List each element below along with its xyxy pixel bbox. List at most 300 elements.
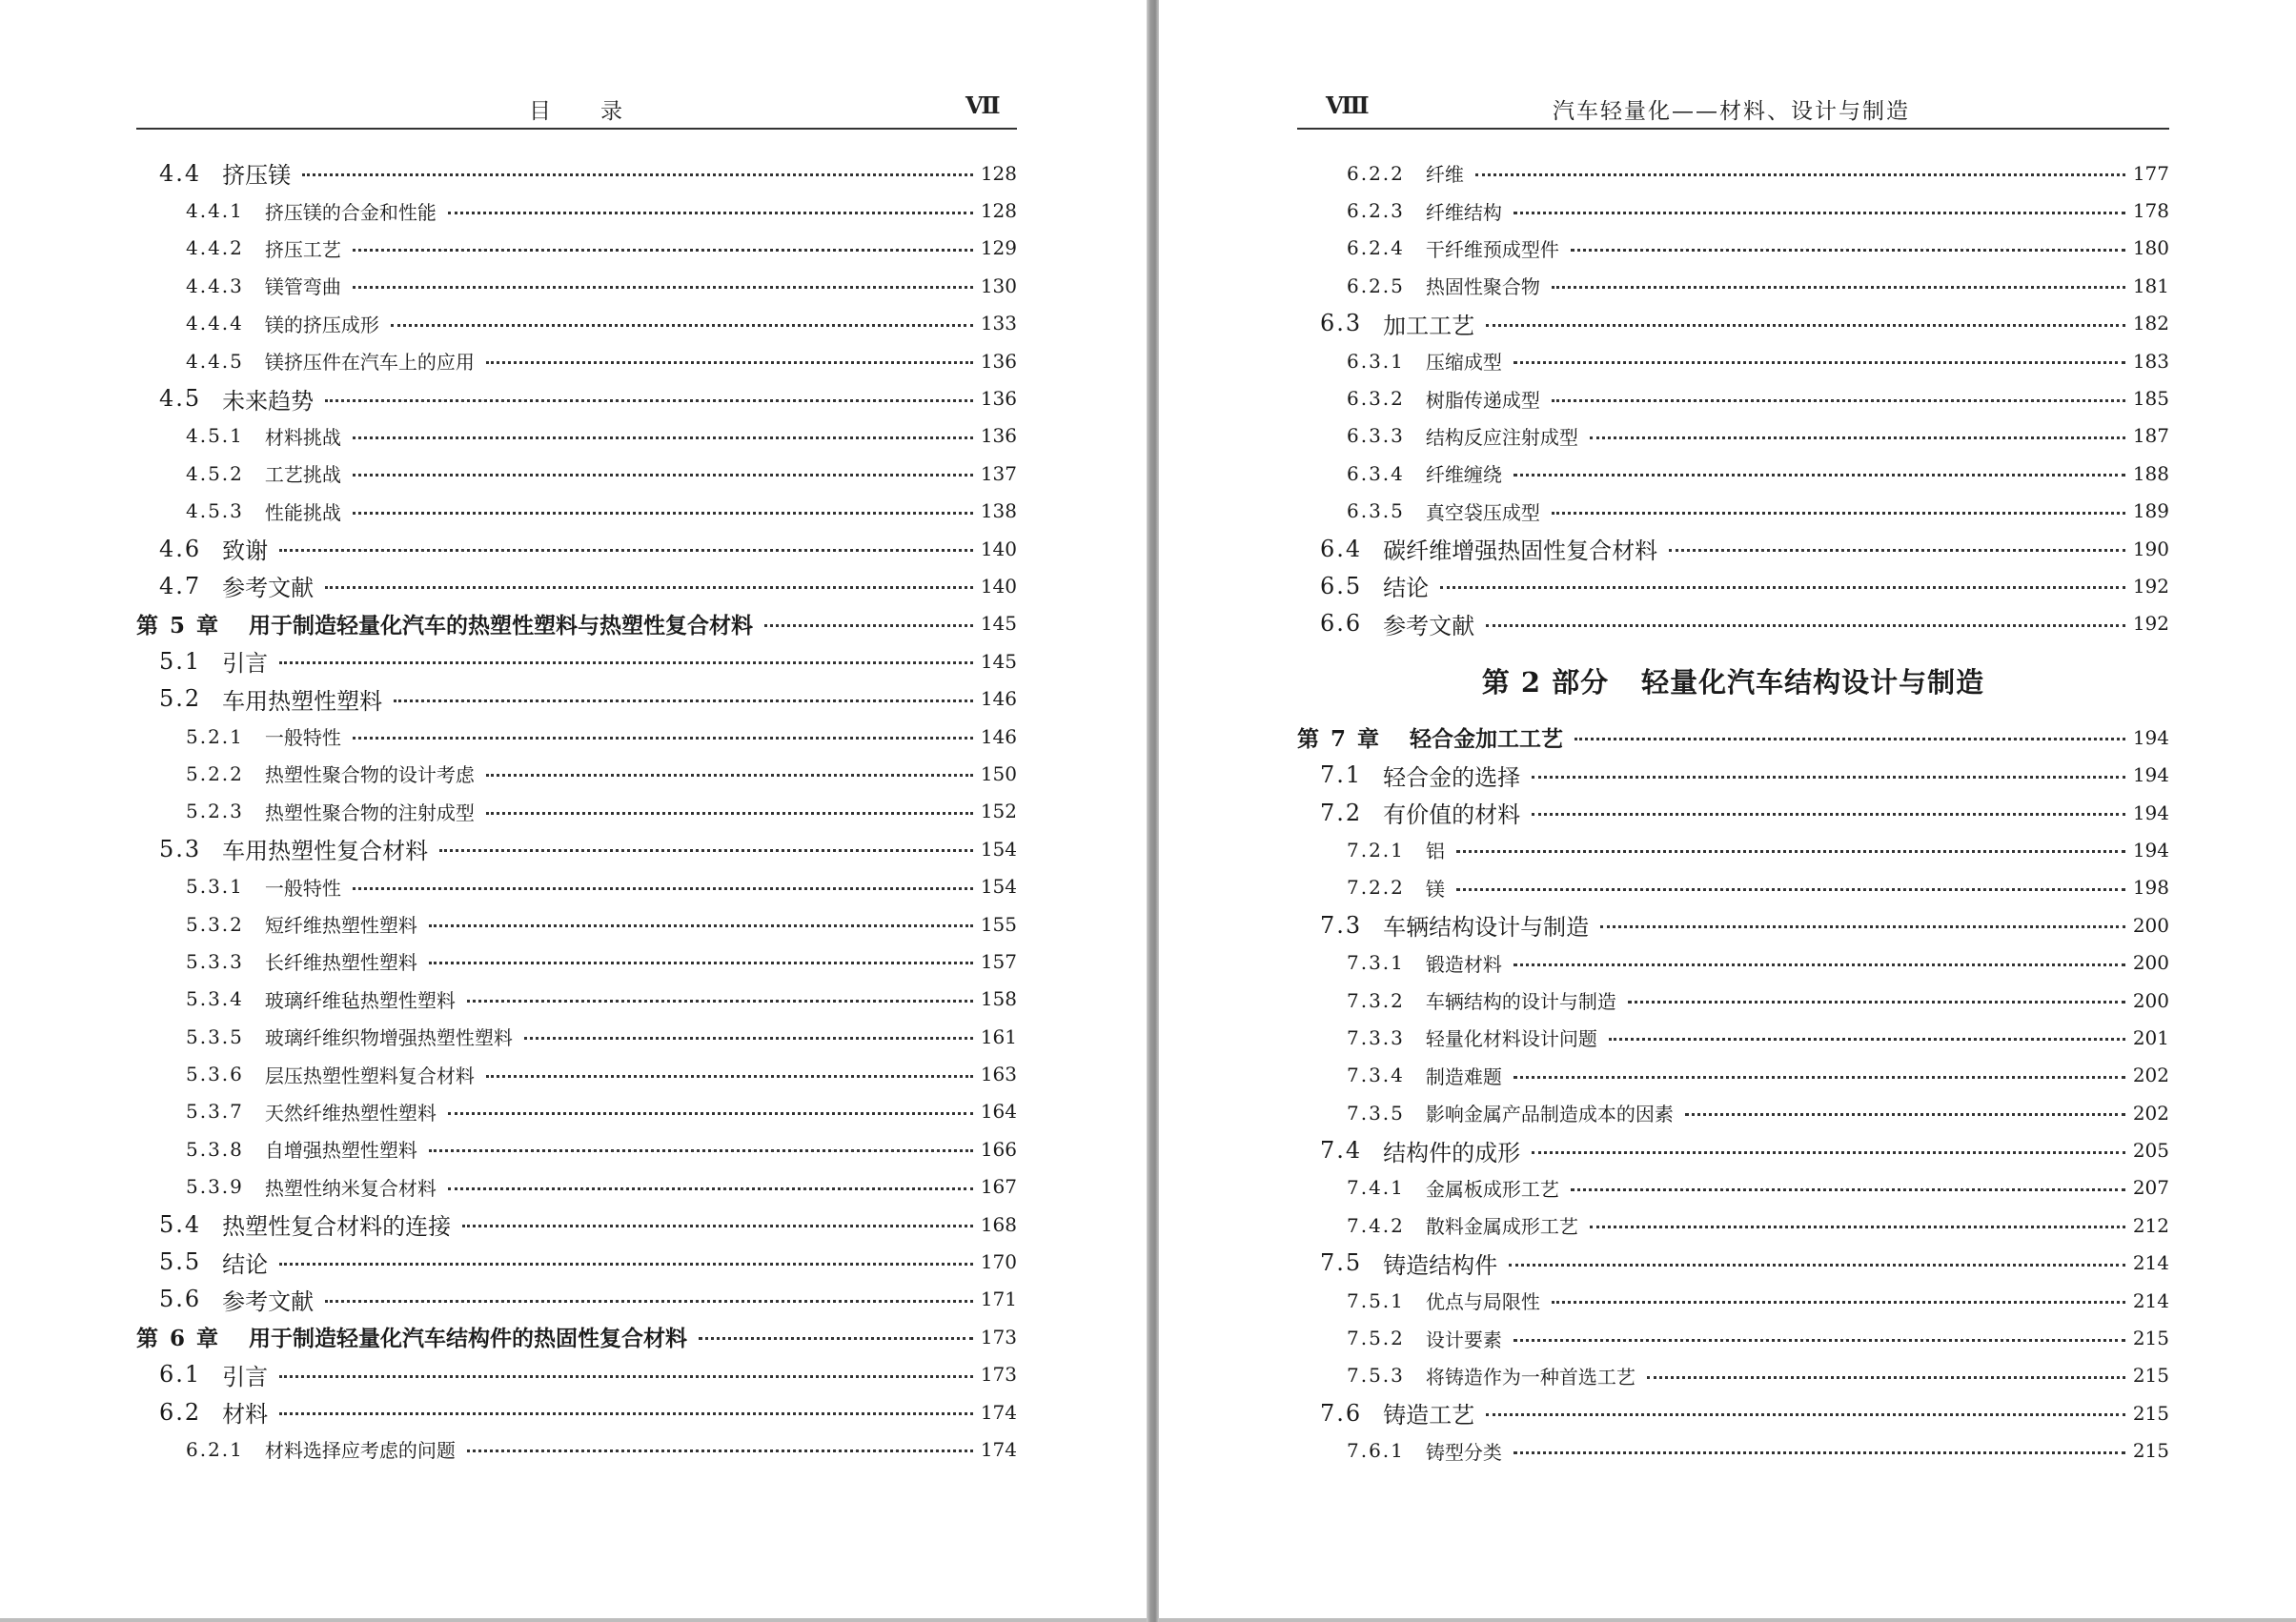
page-spine-divider	[1147, 0, 1159, 1622]
toc-entry-title: 碳纤维增强热固性复合材料	[1383, 537, 1658, 565]
toc-entry-number: 7.2.2	[1347, 876, 1405, 900]
toc-entry-title: 加工工艺	[1383, 312, 1475, 339]
toc-entry-title: 材料挑战	[264, 425, 341, 449]
toc-entry-page-number: 202	[2132, 1064, 2169, 1087]
toc-entry[interactable]	[1297, 756, 2169, 793]
toc-entry-title: 一般特性	[264, 876, 341, 900]
toc-entry[interactable]	[136, 830, 1017, 867]
toc-dot-leader	[1456, 888, 2125, 891]
toc-entry[interactable]	[1297, 1019, 2169, 1056]
left-header-rule	[136, 128, 1017, 130]
toc-entry-page-number: 158	[980, 987, 1017, 1011]
toc-entry-title: 镁	[1425, 877, 1445, 901]
toc-entry-number: 5.3.8	[186, 1137, 244, 1161]
toc-entry[interactable]	[136, 905, 1017, 943]
toc-entry-title: 有价值的材料	[1383, 801, 1521, 829]
toc-dot-leader	[764, 624, 973, 627]
toc-entry-page-number: 200	[2132, 913, 2169, 937]
toc-dot-leader	[1486, 624, 2125, 627]
toc-entry-page-number: 215	[2132, 1439, 2169, 1463]
toc-entry-title: 引言	[222, 1363, 269, 1390]
toc-dot-leader	[1552, 399, 2125, 402]
toc-entry-page-number: 154	[980, 875, 1017, 899]
toc-entry[interactable]	[1297, 192, 2169, 229]
toc-dot-leader	[391, 324, 973, 327]
toc-entry-page-number: 181	[2132, 274, 2169, 297]
toc-entry-title: 将铸造作为一种首选工艺	[1425, 1365, 1636, 1389]
toc-entry-title: 热塑性纳米复合材料	[264, 1176, 437, 1200]
toc-entry-page-number: 167	[980, 1175, 1017, 1199]
toc-entry-number: 7.3.1	[1347, 951, 1405, 975]
toc-entry-number: 5.3.4	[186, 987, 244, 1011]
toc-entry-page-number: 174	[980, 1437, 1017, 1461]
toc-entry[interactable]	[136, 1430, 1017, 1468]
toc-entry-title: 一般特性	[264, 726, 341, 750]
toc-entry-number: 6.5	[1320, 572, 1363, 599]
toc-entry-title: 天然纤维热塑性塑料	[264, 1101, 437, 1125]
toc-dot-leader	[1514, 1076, 2125, 1079]
toc-entry-title: 挤压镁的合金和性能	[264, 200, 437, 224]
toc-entry-page-number: 200	[2132, 988, 2169, 1012]
toc-entry-number: 7.2	[1320, 799, 1363, 826]
toc-dot-leader	[699, 1337, 973, 1340]
toc-entry[interactable]	[1297, 1319, 2169, 1356]
toc-entry-number: 4.5.2	[186, 461, 244, 485]
toc-entry-title: 车辆结构设计与制造	[1383, 914, 1590, 942]
toc-entry[interactable]	[136, 417, 1017, 455]
toc-entry-page-number: 168	[980, 1212, 1017, 1236]
toc-dot-leader	[302, 173, 973, 176]
toc-entry-title: 金属板成形工艺	[1425, 1177, 1559, 1201]
toc-dot-leader	[1590, 436, 2125, 439]
toc-entry[interactable]	[1297, 1245, 2169, 1282]
toc-dot-leader	[1514, 212, 2125, 214]
toc-entry[interactable]	[1297, 869, 2169, 906]
toc-entry[interactable]	[1297, 342, 2169, 379]
toc-entry-number: 7.5	[1320, 1249, 1363, 1277]
toc-entry[interactable]	[1297, 1282, 2169, 1319]
toc-entry-title: 树脂传递成型	[1425, 388, 1540, 412]
toc-entry-page-number: 202	[2132, 1101, 2169, 1125]
toc-dot-leader	[1532, 776, 2125, 779]
toc-entry-page-number: 164	[980, 1100, 1017, 1124]
toc-entry-page-number: 173	[980, 1325, 1017, 1348]
toc-entry[interactable]	[1297, 906, 2169, 943]
toc-entry-page-number: 182	[2132, 312, 2169, 335]
toc-entry-number: 5.3.5	[186, 1024, 244, 1048]
toc-entry[interactable]	[136, 1055, 1017, 1092]
toc-entry-page-number: 128	[980, 199, 1017, 223]
toc-entry[interactable]	[1297, 305, 2169, 342]
toc-dot-leader	[353, 474, 973, 476]
toc-entry[interactable]	[136, 230, 1017, 267]
toc-dot-leader	[467, 1450, 973, 1452]
toc-entry-number: 7.4	[1320, 1137, 1363, 1165]
toc-entry-page-number: 146	[980, 724, 1017, 748]
toc-entry-number: 6.2	[159, 1398, 202, 1426]
toc-dot-leader	[462, 1225, 973, 1227]
toc-dot-leader	[486, 812, 973, 815]
toc-entry-title: 镁的挤压成形	[264, 313, 379, 336]
toc-entry-number: 6.1	[159, 1361, 202, 1389]
toc-entry-title: 层压热塑性塑料复合材料	[264, 1064, 475, 1087]
toc-entry[interactable]	[1297, 230, 2169, 267]
left-page	[0, 0, 1147, 1622]
toc-dot-leader	[1532, 1151, 2125, 1154]
toc-entry[interactable]	[136, 305, 1017, 342]
toc-entry[interactable]	[1297, 1131, 2169, 1168]
toc-entry[interactable]	[1297, 417, 2169, 455]
toc-entry-number: 7.5.1	[1347, 1288, 1405, 1312]
toc-dot-leader	[353, 249, 973, 252]
toc-entry[interactable]	[136, 567, 1017, 604]
toc-dot-leader	[1532, 813, 2125, 816]
toc-entry[interactable]	[136, 1318, 1017, 1355]
toc-entry[interactable]	[1297, 493, 2169, 530]
toc-entry[interactable]	[1297, 831, 2169, 868]
toc-entry-page-number: 201	[2132, 1025, 2169, 1049]
toc-entry-page-number: 189	[2132, 499, 2169, 523]
toc-entry-title: 轻合金的选择	[1383, 763, 1521, 791]
toc-entry[interactable]	[136, 154, 1017, 192]
toc-entry-page-number: 150	[980, 761, 1017, 785]
toc-dot-leader	[353, 737, 973, 740]
toc-entry-title: 热塑性复合材料的连接	[222, 1213, 452, 1241]
right-page-bottom-edge	[1159, 1618, 2296, 1622]
toc-entry[interactable]	[136, 1130, 1017, 1167]
toc-entry[interactable]	[136, 642, 1017, 679]
toc-entry-title: 引言	[222, 650, 269, 678]
toc-entry-page-number: 129	[980, 236, 1017, 260]
toc-dot-leader	[439, 849, 973, 852]
toc-entry-page-number: 192	[2132, 612, 2169, 636]
toc-entry-title: 镁管弯曲	[264, 275, 341, 299]
toc-entry[interactable]	[1297, 1432, 2169, 1470]
toc-entry-title: 参考文献	[222, 1287, 315, 1315]
part-heading	[1297, 642, 2169, 719]
toc-entry[interactable]	[1297, 982, 2169, 1019]
toc-entry[interactable]	[1297, 379, 2169, 416]
toc-dot-leader	[486, 1075, 973, 1078]
toc-entry-number: 5.3.7	[186, 1100, 244, 1124]
toc-entry[interactable]	[1297, 1357, 2169, 1394]
left-header-title: 目 录	[529, 99, 624, 124]
toc-entry-number: 5.5	[159, 1248, 202, 1276]
toc-dot-leader	[429, 962, 973, 964]
toc-entry-page-number: 214	[2132, 1288, 2169, 1312]
toc-dot-leader	[325, 1300, 973, 1303]
toc-entry-title: 镁挤压件在汽车上的应用	[264, 351, 475, 375]
toc-entry-number: 7.3.3	[1347, 1025, 1405, 1049]
toc-entry[interactable]	[136, 1093, 1017, 1130]
toc-entry-page-number: 163	[980, 1063, 1017, 1086]
toc-entry-number: 5.3.6	[186, 1063, 244, 1086]
toc-entry-page-number: 138	[980, 499, 1017, 523]
toc-entry-title: 长纤维热塑性塑料	[264, 951, 417, 975]
toc-entry-number: 6.3.2	[1347, 387, 1405, 411]
toc-entry-page-number: 171	[980, 1287, 1017, 1311]
toc-entry[interactable]	[136, 605, 1017, 642]
toc-entry-number: 4.4.1	[186, 199, 244, 223]
toc-entry-title: 玻璃纤维毡热塑性塑料	[264, 988, 456, 1012]
toc-dot-leader	[1571, 1188, 2125, 1191]
toc-entry-page-number: 188	[2132, 461, 2169, 485]
toc-entry-number: 6.2.3	[1347, 199, 1405, 223]
right-header-rule	[1297, 128, 2169, 130]
toc-dot-leader	[353, 436, 973, 439]
toc-entry[interactable]	[1297, 267, 2169, 304]
toc-entry-number: 4.5	[159, 385, 202, 413]
toc-dot-leader	[394, 699, 973, 702]
toc-entry-number: 6.3.4	[1347, 461, 1405, 485]
part-heading-title: 轻量化汽车结构设计与制造	[1641, 665, 1985, 699]
toc-entry-title: 玻璃纤维织物增强热塑性塑料	[264, 1026, 513, 1050]
toc-dot-leader	[448, 1187, 973, 1190]
toc-entry-title: 参考文献	[222, 575, 315, 602]
toc-entry-page-number: 161	[980, 1024, 1017, 1048]
toc-entry-title: 挤压工艺	[264, 237, 341, 261]
toc-entry[interactable]	[1297, 794, 2169, 831]
toc-entry-title: 未来趋势	[222, 387, 315, 415]
toc-dot-leader	[486, 361, 973, 364]
toc-entry-title: 材料	[222, 1401, 269, 1429]
toc-entry[interactable]	[136, 493, 1017, 530]
toc-dot-leader	[279, 1375, 973, 1378]
right-toc-list-top	[1297, 154, 2169, 642]
toc-entry[interactable]	[136, 1393, 1017, 1430]
toc-entry-title: 性能挑战	[264, 500, 341, 524]
toc-dot-leader	[1514, 1339, 2125, 1342]
toc-entry-page-number: 170	[980, 1250, 1017, 1274]
toc-dot-leader	[429, 924, 973, 927]
toc-entry[interactable]	[1297, 567, 2169, 604]
toc-entry-page-number: 198	[2132, 876, 2169, 900]
toc-entry-title: 挤压镁	[222, 162, 292, 190]
toc-dot-leader	[279, 1263, 973, 1266]
toc-entry-number: 4.5.3	[186, 499, 244, 523]
toc-entry-number: 6.3	[1320, 310, 1363, 337]
toc-entry[interactable]	[136, 867, 1017, 904]
toc-entry-number: 5.2.1	[186, 724, 244, 748]
toc-entry-page-number: 214	[2132, 1251, 2169, 1275]
toc-entry-number: 4.4	[159, 159, 202, 187]
toc-entry[interactable]	[1297, 1094, 2169, 1131]
toc-entry-number: 第 5 章	[136, 612, 221, 639]
toc-entry-title: 短纤维热塑性塑料	[264, 914, 417, 937]
toc-entry-title: 车用热塑性塑料	[222, 687, 383, 715]
toc-entry[interactable]	[136, 1243, 1017, 1280]
toc-entry[interactable]	[1297, 1057, 2169, 1094]
toc-entry[interactable]	[136, 455, 1017, 492]
toc-entry[interactable]	[136, 1018, 1017, 1055]
toc-entry[interactable]	[136, 379, 1017, 416]
toc-entry-page-number: 155	[980, 912, 1017, 936]
toc-entry-page-number: 205	[2132, 1139, 2169, 1163]
toc-entry-page-number: 136	[980, 424, 1017, 448]
toc-entry-title: 轻合金加工工艺	[1410, 726, 1564, 753]
toc-dot-leader	[1669, 549, 2125, 552]
toc-dot-leader	[1509, 1264, 2125, 1267]
toc-entry-number: 7.6	[1320, 1399, 1363, 1427]
toc-entry[interactable]	[136, 1206, 1017, 1243]
toc-dot-leader	[1514, 963, 2125, 966]
toc-entry-page-number: 194	[2132, 801, 2169, 824]
toc-entry-page-number: 207	[2132, 1176, 2169, 1200]
toc-entry-title: 铸型分类	[1425, 1440, 1502, 1464]
toc-entry-page-number: 128	[980, 161, 1017, 185]
toc-entry[interactable]	[1297, 719, 2169, 756]
toc-entry-page-number: 183	[2132, 349, 2169, 373]
toc-dot-leader	[279, 1412, 973, 1415]
toc-entry-number: 5.3.9	[186, 1175, 244, 1199]
toc-entry-page-number: 194	[2132, 838, 2169, 862]
toc-entry-title: 铸造结构件	[1383, 1251, 1498, 1279]
toc-entry-number: 7.3.5	[1347, 1101, 1405, 1125]
toc-entry[interactable]	[1297, 530, 2169, 567]
toc-entry-page-number: 215	[2132, 1364, 2169, 1388]
toc-dot-leader	[486, 774, 973, 777]
toc-entry[interactable]	[136, 192, 1017, 229]
toc-entry[interactable]	[136, 755, 1017, 792]
toc-entry[interactable]	[136, 718, 1017, 755]
toc-entry-number: 5.4	[159, 1210, 202, 1238]
toc-entry-title: 干纤维预成型件	[1425, 237, 1559, 261]
toc-entry[interactable]	[136, 342, 1017, 379]
toc-entry-title: 影响金属产品制造成本的因素	[1425, 1103, 1674, 1126]
toc-entry-number: 7.3	[1320, 911, 1363, 939]
toc-dot-leader	[1456, 850, 2125, 853]
toc-entry[interactable]	[136, 1356, 1017, 1393]
toc-entry-page-number: 145	[980, 649, 1017, 673]
toc-entry-title: 纤维	[1425, 163, 1464, 187]
toc-entry[interactable]	[1297, 1169, 2169, 1206]
toc-entry-title: 自增强热塑性塑料	[264, 1139, 417, 1163]
toc-entry-title: 纤维缠绕	[1425, 463, 1502, 487]
toc-entry[interactable]	[136, 679, 1017, 717]
toc-dot-leader	[1628, 1001, 2125, 1004]
toc-entry[interactable]	[1297, 1206, 2169, 1244]
toc-entry-page-number: 174	[980, 1400, 1017, 1424]
toc-entry[interactable]	[136, 1168, 1017, 1206]
toc-entry-page-number: 194	[2132, 763, 2169, 787]
toc-entry-page-number: 185	[2132, 387, 2169, 411]
toc-entry-title: 设计要素	[1425, 1328, 1502, 1351]
toc-dot-leader	[1486, 324, 2125, 327]
toc-entry-number: 5.3.2	[186, 912, 244, 936]
toc-entry-title: 工艺挑战	[264, 463, 341, 487]
toc-entry-number: 4.5.1	[186, 424, 244, 448]
toc-entry-number: 4.4.2	[186, 236, 244, 260]
toc-dot-leader	[1575, 738, 2125, 740]
toc-entry-title: 用于制造轻量化汽车结构件的热固性复合材料	[249, 1326, 688, 1352]
toc-dot-leader	[1514, 474, 2125, 476]
toc-entry-title: 优点与局限性	[1425, 1290, 1540, 1314]
toc-dot-leader	[279, 549, 973, 552]
toc-dot-leader	[325, 586, 973, 589]
toc-dot-leader	[353, 512, 973, 515]
toc-entry-title: 纤维结构	[1425, 200, 1502, 224]
toc-dot-leader	[1609, 1038, 2125, 1041]
toc-dot-leader	[1552, 512, 2125, 515]
toc-entry[interactable]	[136, 981, 1017, 1018]
toc-entry-number: 7.6.1	[1347, 1439, 1405, 1463]
toc-entry-number: 第 6 章	[136, 1326, 221, 1352]
toc-dot-leader	[1552, 1301, 2125, 1304]
toc-entry[interactable]	[1297, 605, 2169, 642]
toc-entry-page-number: 200	[2132, 951, 2169, 975]
toc-entry-title: 铝	[1425, 840, 1445, 863]
toc-entry-page-number: 154	[980, 837, 1017, 861]
toc-dot-leader	[1552, 286, 2125, 289]
toc-entry-number: 5.3.3	[186, 949, 244, 973]
toc-entry[interactable]	[136, 1281, 1017, 1318]
toc-dot-leader	[448, 212, 973, 214]
toc-dot-leader	[429, 1149, 973, 1152]
toc-dot-leader	[1685, 1113, 2125, 1116]
toc-entry-number: 6.2.1	[186, 1437, 244, 1461]
toc-entry-number: 7.3.4	[1347, 1064, 1405, 1087]
toc-entry-page-number: 137	[980, 461, 1017, 485]
toc-entry[interactable]	[136, 267, 1017, 304]
toc-entry-page-number: 173	[980, 1363, 1017, 1387]
toc-entry[interactable]	[136, 793, 1017, 830]
toc-entry-title: 铸造工艺	[1383, 1402, 1475, 1429]
toc-entry-title: 结论	[1383, 575, 1430, 602]
toc-entry-number: 6.2.5	[1347, 274, 1405, 297]
toc-entry-page-number: 140	[980, 574, 1017, 598]
toc-entry[interactable]	[1297, 154, 2169, 192]
toc-entry-number: 7.3.2	[1347, 988, 1405, 1012]
toc-entry[interactable]	[136, 530, 1017, 567]
toc-entry-title: 材料选择应考虑的问题	[264, 1439, 456, 1463]
toc-entry-number: 5.3.1	[186, 875, 244, 899]
toc-entry-title: 致谢	[222, 537, 269, 565]
toc-dot-leader	[1600, 925, 2125, 928]
toc-entry-number: 5.2	[159, 685, 202, 713]
toc-dot-leader	[353, 887, 973, 890]
toc-entry-title: 制造难题	[1425, 1064, 1502, 1088]
right-toc-list-bottom	[1297, 719, 2169, 1470]
toc-entry-number: 6.2.2	[1347, 161, 1405, 185]
toc-entry[interactable]	[136, 943, 1017, 980]
toc-entry-number: 5.1	[159, 647, 202, 675]
toc-entry-number: 7.1	[1320, 761, 1363, 789]
toc-dot-leader	[1486, 1413, 2125, 1416]
toc-dot-leader	[448, 1112, 973, 1115]
toc-entry-title: 散料金属成形工艺	[1425, 1215, 1578, 1239]
left-toc-list	[136, 154, 1017, 1469]
left-page-bottom-edge	[0, 1618, 1147, 1622]
toc-entry-title: 参考文献	[1383, 612, 1475, 639]
toc-entry[interactable]	[1297, 1394, 2169, 1431]
toc-entry-number: 4.4.5	[186, 349, 244, 373]
toc-entry-title: 结构反应注射成型	[1425, 425, 1578, 449]
toc-entry-page-number: 190	[2132, 537, 2169, 560]
toc-entry-number: 6.3.1	[1347, 349, 1405, 373]
toc-dot-leader	[1647, 1376, 2125, 1379]
toc-entry-title: 结论	[222, 1250, 269, 1278]
toc-entry-number: 6.6	[1320, 610, 1363, 638]
toc-entry-page-number: 180	[2132, 236, 2169, 260]
right-header-page-number: Ⅷ	[1326, 91, 1369, 119]
toc-entry-number: 4.4.4	[186, 312, 244, 335]
toc-dot-leader	[1514, 1451, 2125, 1454]
toc-entry-title: 锻造材料	[1425, 952, 1502, 976]
toc-entry[interactable]	[1297, 455, 2169, 492]
part-heading-label: 第 2 部分	[1481, 665, 1610, 699]
toc-entry[interactable]	[1297, 943, 2169, 981]
toc-entry-page-number: 152	[980, 800, 1017, 823]
